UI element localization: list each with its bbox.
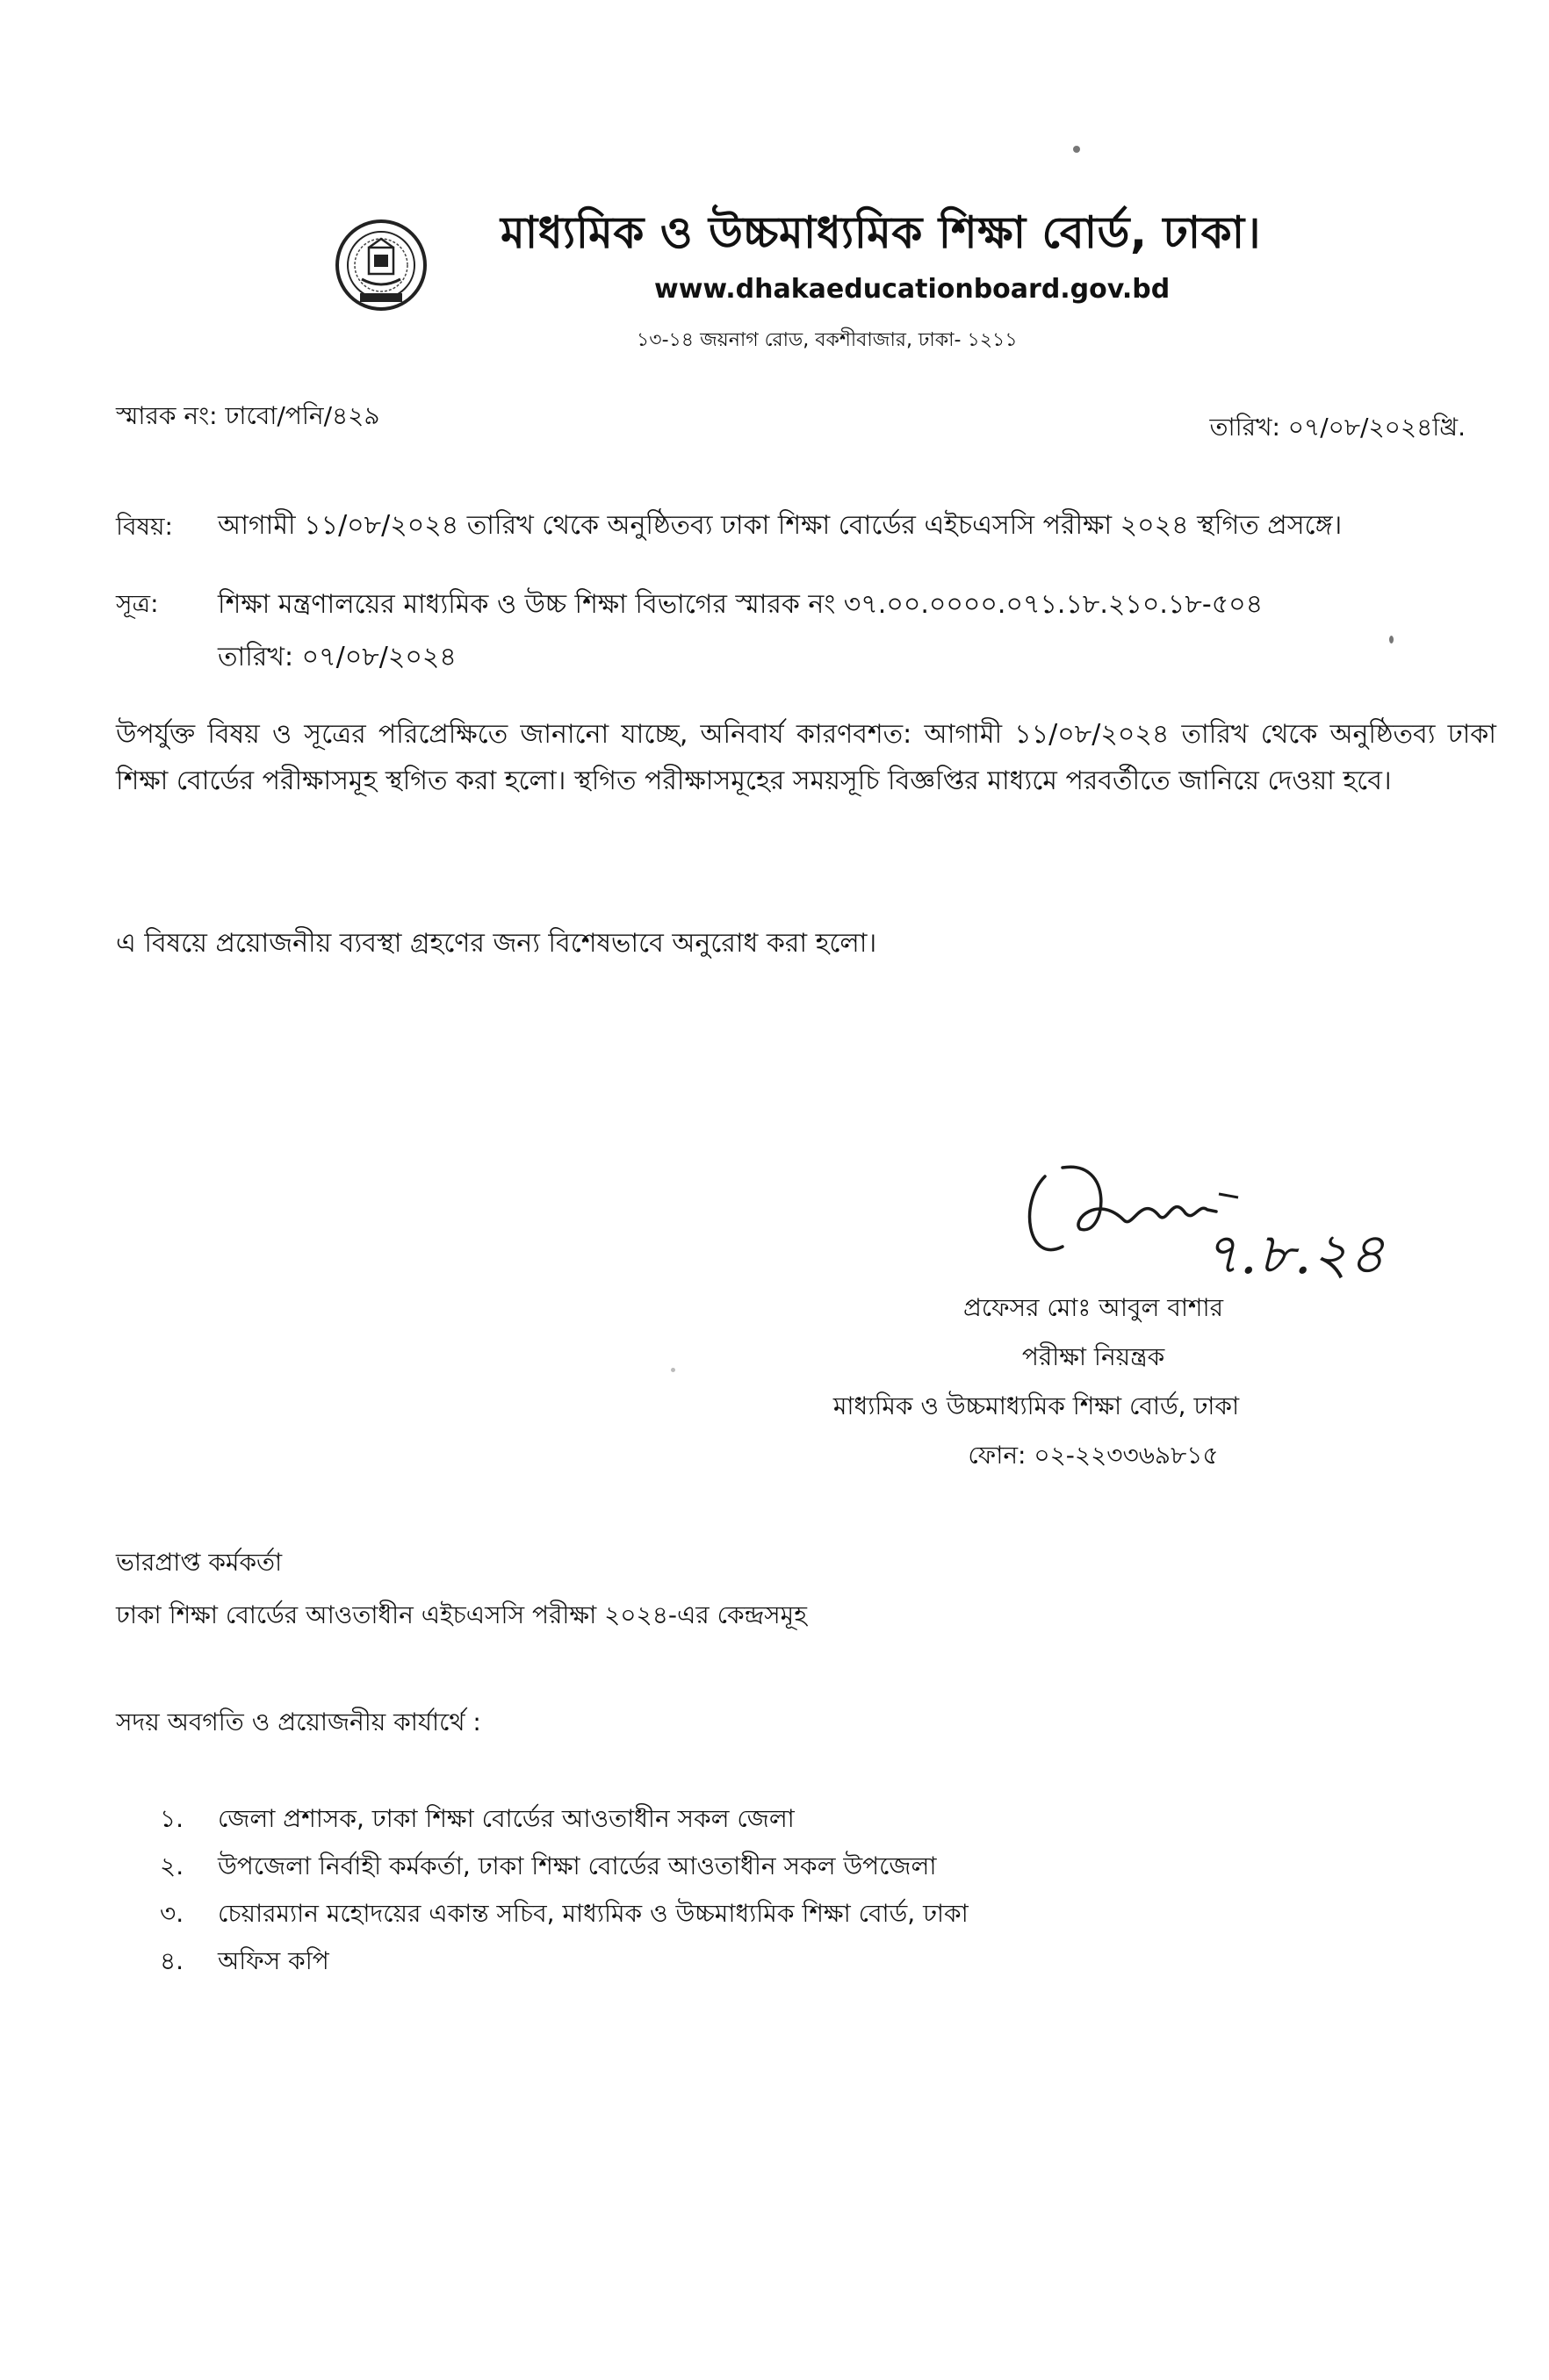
- body-paragraph: উপর্যুক্ত বিষয় ও সূত্রের পরিপ্রেক্ষিতে জানানো যাচ্ছে, অনিবার্য কারণবশত: আগামী ১১/০৮/২০২৪ তারিখ থেকে অনুষ্ঠিতব্য ঢাকা শিক্ষা বোর্ডের পরীক্ষাসমূহ স্থগিত করা হলো। স্থগিত পরীক্ষাসমূহের সময়সূচি বিজ্ঞপ্তির মাধ্যমে পরবর্তীতে জানিয়ে দেওয়া হবে।: [116, 719, 1496, 796]
- reference-line: শিক্ষা মন্ত্রণালয়ের মাধ্যমিক ও উচ্চ শিক্ষা বিভাগের স্মারক নং ৩৭.০০.০০০০.০৭১.১৮.২১০.১৮-৫০৪: [218, 589, 1264, 620]
- subject-label: বিষয়:: [116, 512, 173, 541]
- signatory-designation: পরীক্ষা নিয়ন্ত্রক: [1021, 1342, 1165, 1371]
- scan-speck: [1389, 636, 1394, 644]
- board-title: মাধ্যমিক ও উচ্চমাধ্যমিক শিক্ষা বোর্ড, ঢাকা।: [501, 207, 1262, 258]
- request-paragraph: এ বিষয়ে প্রয়োজনীয় ব্যবস্থা গ্রহণের জন্য বিশেষভাবে অনুরোধ করা হলো।: [116, 928, 877, 959]
- cc-heading: সদয় অবগতি ও প্রয়োজনীয় কার্যার্থে :: [116, 1708, 481, 1736]
- list-item-number: ২.: [160, 1852, 184, 1880]
- list-item-number: ১.: [160, 1804, 184, 1833]
- list-item-number: ৪.: [160, 1946, 184, 1975]
- list-item: জেলা প্রশাসক, ঢাকা শিক্ষা বোর্ডের আওতাধীন সকল জেলা: [218, 1804, 795, 1833]
- signatory-name: প্রফেসর মোঃ আবুল বাশার: [962, 1293, 1224, 1322]
- scan-speck: [1073, 146, 1080, 153]
- recipient-centers: ঢাকা শিক্ষা বোর্ডের আওতাধীন এইচএসসি পরীক্ষা ২০২৪-এর কেন্দ্রসমূহ: [116, 1600, 807, 1629]
- website-url: www.dhakaeducationboard.gov.bd: [654, 274, 1171, 305]
- signatory-office: মাধ্যমিক ও উচ্চমাধ্যমিক শিক্ষা বোর্ড, ঢাকা: [832, 1391, 1240, 1420]
- scan-speck: [671, 1368, 675, 1372]
- board-seal-icon: [334, 218, 429, 313]
- list-item: উপজেলা নির্বাহী কর্মকর্তা, ঢাকা শিক্ষা বোর্ডের আওতাধীন সকল উপজেলা: [218, 1852, 937, 1880]
- reference-date: তারিখ: ০৭/০৮/২০২৪: [218, 642, 457, 672]
- reference-label: সূত্র:: [116, 589, 159, 618]
- signature-block: [702, 1283, 1370, 1480]
- subject-text: আগামী ১১/০৮/২০২৪ তারিখ থেকে অনুষ্ঠিতব্য ঢাকা শিক্ষা বোর্ডের এইচএসসি পরীক্ষা ২০২৪ স্থগিত প্রসঙ্গে।: [218, 510, 1343, 541]
- memo-date: তারিখ: ০৭/০৮/২০২৪খ্রি.: [1209, 413, 1466, 442]
- list-item: চেয়ারম্যান মহোদয়ের একান্ত সচিব, মাধ্যমিক ও উচ্চমাধ্যমিক শিক্ষা বোর্ড, ঢাকা: [218, 1899, 969, 1928]
- list-item-number: ৩.: [160, 1899, 184, 1928]
- memo-number: স্মারক নং: ঢাবো/পনি/৪২৯: [116, 401, 380, 430]
- recipient-title: ভারপ্রাপ্ত কর্মকর্তা: [116, 1548, 283, 1577]
- list-item: অফিস কপি: [218, 1946, 329, 1975]
- board-address: ১৩-১৪ জয়নাগ রোড, বকশীবাজার, ঢাকা- ১২১১: [637, 329, 1018, 351]
- signatory-phone: ফোন: ০২-২২৩৩৬৯৮১৫: [968, 1441, 1219, 1470]
- signature-date: ৭.৮.২৪: [1203, 1222, 1385, 1287]
